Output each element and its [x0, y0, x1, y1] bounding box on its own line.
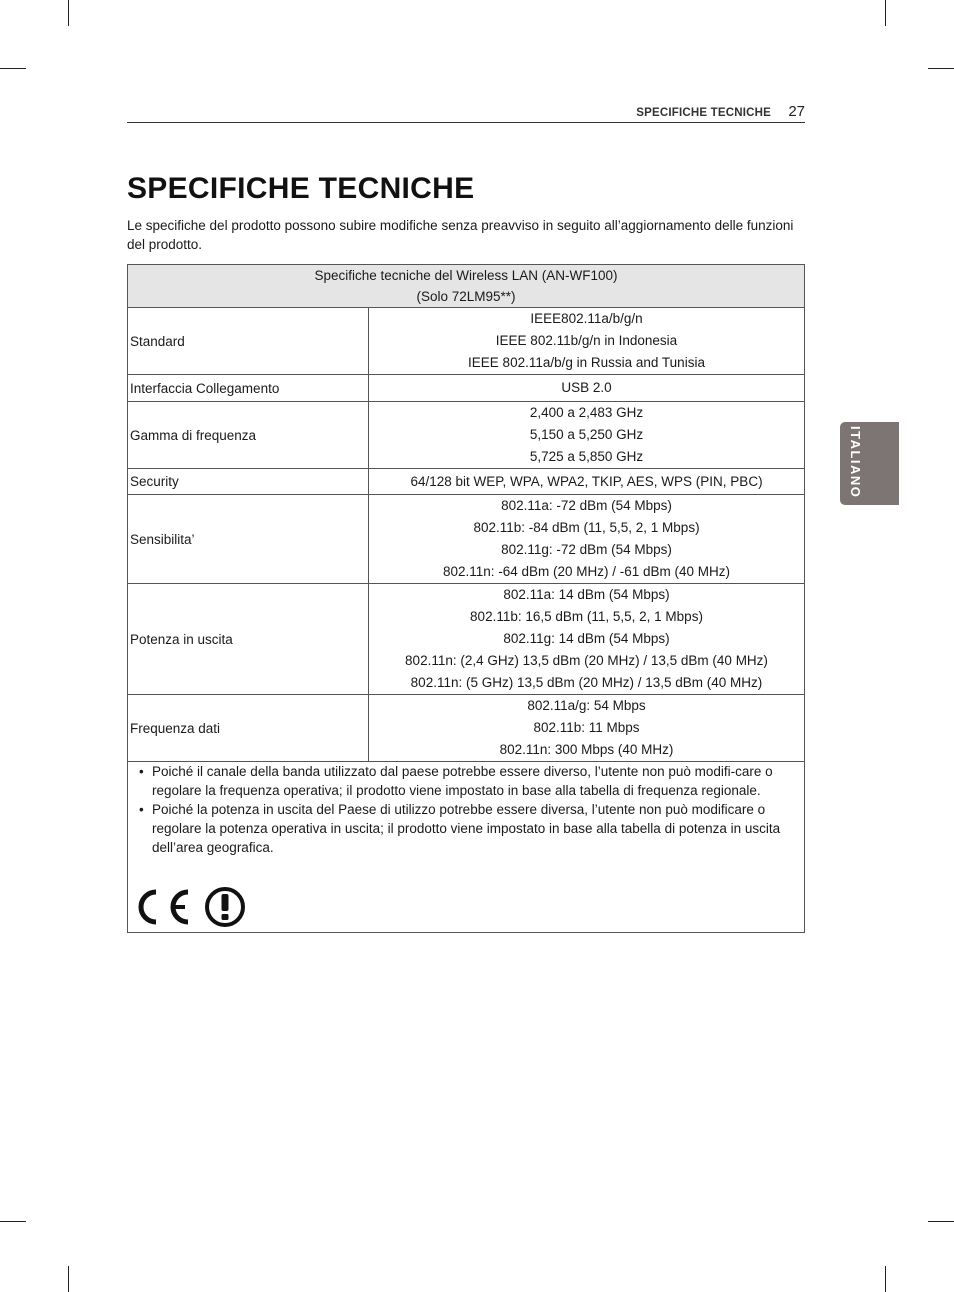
value-line: 802.11a: -72 dBm (54 Mbps) [501, 498, 672, 513]
value-line: 802.11b: 11 Mbps [533, 720, 640, 735]
value-line: 802.11a/g: 54 Mbps [527, 698, 646, 713]
spec-table [127, 264, 805, 933]
value-line: 802.11n: 300 Mbps (40 MHz) [499, 742, 674, 757]
language-tab-label: ITALIANO [848, 426, 863, 499]
table-row [128, 402, 805, 469]
value-line: 802.11a: 14 dBm (54 Mbps) [503, 587, 670, 602]
certification-marks [132, 886, 252, 928]
crop-mark [885, 1266, 886, 1292]
table-row [128, 695, 805, 762]
crop-mark [68, 0, 69, 26]
row-label: Sensibilita’ [128, 495, 369, 584]
table-row [128, 375, 805, 402]
value-line: 802.11n: -64 dBm (20 MHz) / -61 dBm (40 MHz) [442, 564, 731, 579]
running-head-title: SPECIFICHE TECNICHE [636, 107, 771, 119]
ce-mark-icon [141, 892, 188, 922]
row-value [369, 308, 805, 375]
value-line: 2,400 a 2,483 GHz [529, 405, 644, 420]
row-label: Gamma di frequenza [128, 402, 369, 469]
row-value [369, 695, 805, 762]
row-label: Potenza in uscita [128, 584, 369, 695]
table-header-subtitle: (Solo 72LM95**) [416, 289, 516, 304]
alert-mark-icon [207, 889, 243, 925]
table-header-row [128, 265, 805, 308]
crop-mark [0, 68, 26, 69]
row-value [369, 375, 805, 402]
value-line: IEEE802.11a/b/g/n [530, 311, 643, 326]
row-value [369, 402, 805, 469]
table-row [128, 584, 805, 695]
notes-cell [128, 762, 805, 933]
value-line: IEEE 802.11a/b/g in Russia and Tunisia [468, 355, 705, 370]
row-value [369, 584, 805, 695]
row-label: Standard [128, 308, 369, 375]
page-title: SPECIFICHE TECNICHE [127, 172, 475, 205]
crop-mark [68, 1266, 69, 1292]
notes-row [128, 762, 805, 933]
note-item: • Poiché la potenza in uscita del Paese di utilizzo potrebbe essere diversa, l’utente non può modificare o regolare la potenza operativa in uscita; il prodotto viene impostato in base alla tabella di potenza in uscita dell’area geografica. [152, 800, 792, 857]
value-line: IEEE 802.11b/g/n in Indonesia [495, 333, 678, 348]
table-header [128, 265, 805, 308]
crop-mark [928, 68, 954, 69]
language-tab [840, 422, 899, 505]
value-line: 802.11b: -84 dBm (11, 5,5, 2, 1 Mbps) [473, 520, 700, 535]
row-label: Interfaccia Collegamento [128, 375, 369, 402]
table-header-title: Specifiche tecniche del Wireless LAN (AN-WF100) [314, 268, 618, 283]
crop-mark [885, 0, 886, 26]
row-value [369, 469, 805, 495]
row-value [369, 495, 805, 584]
value-line: 64/128 bit WEP, WPA, WPA2, TKIP, AES, WPS (PIN, PBC) [410, 473, 763, 489]
crop-mark [0, 1221, 26, 1222]
value-line: 802.11g: 14 dBm (54 Mbps) [503, 631, 670, 646]
value-line: 802.11g: -72 dBm (54 Mbps) [501, 542, 672, 557]
table-row [128, 495, 805, 584]
page-number: 27 [788, 103, 805, 120]
value-line: 5,725 a 5,850 GHz [529, 449, 644, 464]
value-line: USB 2.0 [561, 380, 612, 395]
row-label: Frequenza dati [128, 695, 369, 762]
notes-list [128, 762, 804, 857]
value-line: 802.11n: (5 GHz) 13,5 dBm (20 MHz) / 13,5 dBm (40 MHz) [410, 675, 763, 690]
value-line: 802.11b: 16,5 dBm (11, 5,5, 2, 1 Mbps) [470, 609, 703, 624]
crop-mark [928, 1221, 954, 1222]
value-line: 802.11n: (2,4 GHz) 13,5 dBm (20 MHz) / 13,5 dBm (40 MHz) [405, 653, 768, 668]
table-row [128, 469, 805, 495]
table-row [128, 308, 805, 375]
intro-text: Le specifiche del prodotto possono subire modifiche senza preavviso in seguito all’aggiornamento delle funzioni del prodotto. [127, 218, 794, 252]
value-line: 5,150 a 5,250 GHz [529, 427, 644, 442]
row-label: Security [128, 469, 369, 495]
note-item: • Poiché il canale della banda utilizzato dal paese potrebbe essere diverso, l’utente non può modifi-care o regolare la frequenza operativa; il prodotto viene impostato in base alla tabella di frequenza regionale. [152, 762, 792, 800]
running-head [127, 105, 805, 123]
